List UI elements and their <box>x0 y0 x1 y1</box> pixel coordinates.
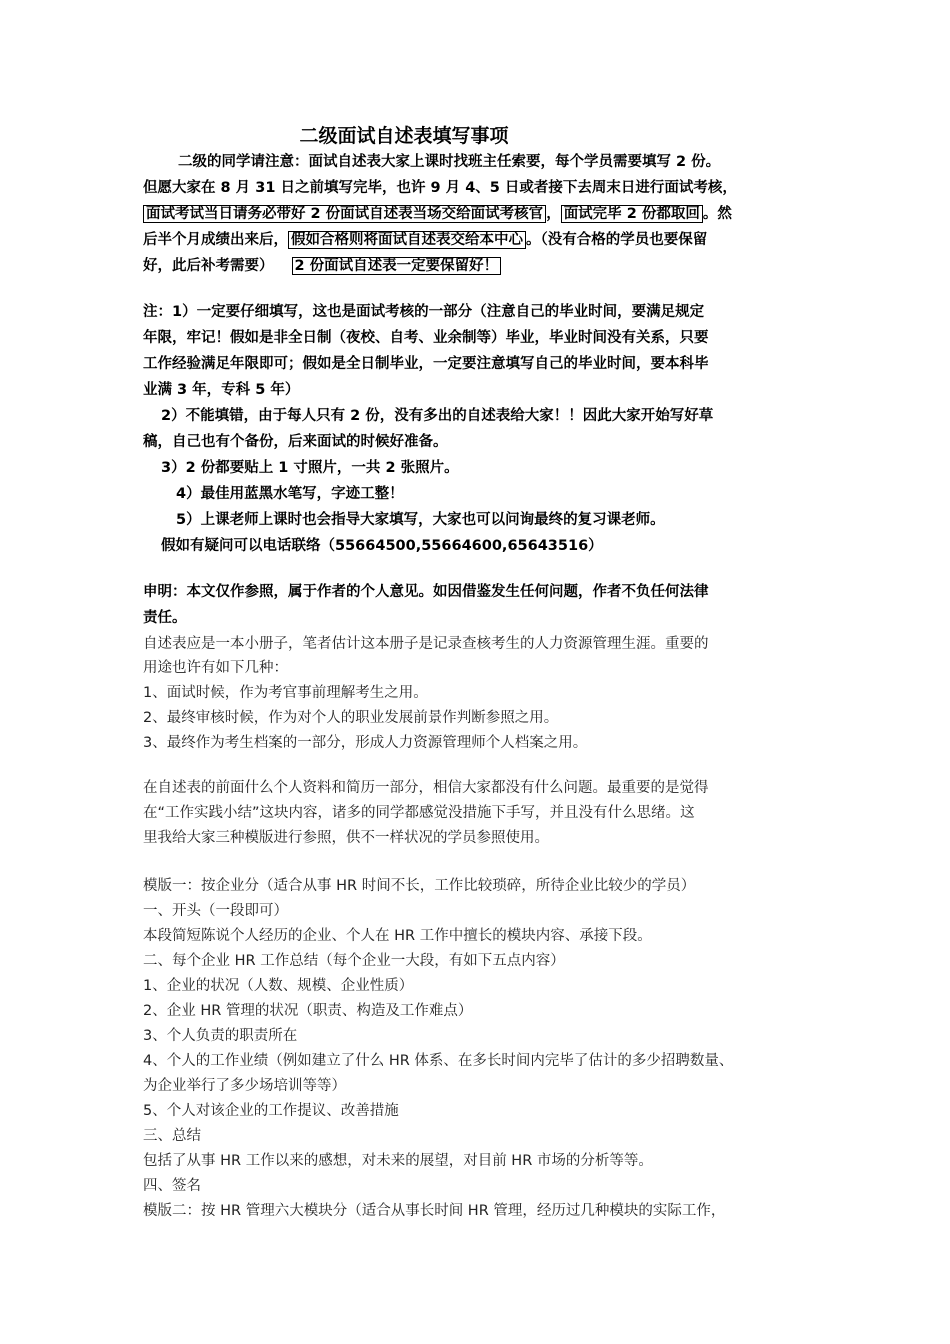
highlight-box: 2 份面试自述表一定要保留好！ <box>292 257 502 275</box>
note-4: 4）最佳用蓝黑水笔写，字迹工整！ <box>176 486 404 502</box>
note-1-line-3: 工作经验满足年限即可；假如是全日制毕业，一定要注意填写自己的毕业时间，要本科毕 <box>143 356 709 372</box>
section-3-heading: 三、总结 <box>143 1128 201 1144</box>
template-1-heading: 模版一：按企业分（适合从事 HR 时间不长，工作比较琐碎，所待企业比较少的学员） <box>143 878 696 894</box>
highlight-box: 面试完毕 2 份都取回 <box>561 205 703 223</box>
note-1-line-2: 年限，牢记！假如是非全日制（夜校、自考、业余制等）毕业，毕业时间没有关系，只要 <box>143 330 709 346</box>
intro-head: 后半个月成绩出来后， <box>143 232 288 248</box>
section-1-text: 本段简短陈说个人经历的企业、个人在 HR 工作中擅长的模块内容、承接下段。 <box>143 928 652 944</box>
disclaimer-line-1: 申明：本文仅作参照，属于作者的个人意见。如因借鉴发生任何问题，作者不负任何法律 <box>143 584 709 600</box>
list-item: 为企业举行了多少场培训等等） <box>143 1078 346 1094</box>
note-1-line-1: 注：1）一定要仔细填写，这也是面试考核的一部分（注意自己的毕业时间，要满足规定 <box>143 304 705 320</box>
section-3-text: 包括了从事 HR 工作以来的感想，对未来的展望，对目前 HR 市场的分析等等。 <box>143 1153 653 1169</box>
intro-line-1: 二级的同学请注意：面试自述表大家上课时找班主任索要，每个学员需要填写 2 份。 <box>178 154 721 170</box>
usage-item-2: 2、最终审核时候，作为对个人的职业发展前景作判断参照之用。 <box>143 710 559 726</box>
list-item: 3、个人负责的职责所在 <box>143 1028 298 1044</box>
intro-line-2: 但愿大家在 8 月 31 日之前填写完毕，也许 9 月 4、5 日或者接下去周末日进行面试考核， <box>143 180 737 196</box>
body-para-2-line-2: 在“工作实践小结”这块内容，诸多的同学都感觉没措施下手写，并且没有什么思绪。这 <box>143 805 695 821</box>
usage-item-3: 3、最终作为考生档案的一部分，形成人力资源管理师个人档案之用。 <box>143 735 588 751</box>
contact-info: 假如有疑问可以电话联络（55664500,55664600,65643516） <box>161 538 603 554</box>
page-title: 二级面试自述表填写事项 <box>299 125 509 147</box>
intro-head: 好，此后补考需要） <box>143 258 274 274</box>
section-2-heading: 二、每个企业 HR 工作总结（每个企业一大段，有如下五点内容） <box>143 953 565 969</box>
intro-tail: 。（没有合格的学员也要保留 <box>526 232 708 248</box>
disclaimer-line-2: 责任。 <box>143 610 187 626</box>
intro-tail: 。然 <box>702 206 732 222</box>
highlight-box: 假如合格则将面试自述表交给本中心 <box>288 231 526 249</box>
template-2-heading: 模版二：按 HR 管理六大模块分（适合从事长时间 HR 管理，经历过几种模块的实际工作， <box>143 1203 726 1219</box>
body-para-2-line-1: 在自述表的前面什么个人资料和简历一部分，相信大家都没有什么问题。最重要的是觉得 <box>143 780 709 796</box>
note-2-line-1: 2）不能填错，由于每人只有 2 份，没有多出的自述表给大家！！因此大家开始写好草 <box>161 408 714 424</box>
intro-line-5 <box>143 254 501 278</box>
highlight-box: 面试考试当日请务必带好 2 份面试自述表当场交给面试考核官 <box>143 205 546 223</box>
section-4-heading: 四、签名 <box>143 1178 201 1194</box>
list-item: 4、个人的工作业绩（例如建立了什么 HR 体系、在多长时间内完毕了估计的多少招聘数量、 <box>143 1053 734 1069</box>
note-1-line-4: 业满 3 年，专科 5 年） <box>143 382 300 398</box>
usage-item-1: 1、面试时候，作为考官事前理解考生之用。 <box>143 685 428 701</box>
body-para-1-line-2: 用途也许有如下几种： <box>143 660 288 676</box>
list-item: 2、企业 HR 管理的状况（职责、构造及工作难点） <box>143 1003 473 1019</box>
body-para-1-line-1: 自述表应是一本小册子，笔者估计这本册子是记录查核考生的人力资源管理生涯。重要的 <box>143 636 709 652</box>
list-item: 5、个人对该企业的工作提议、改善措施 <box>143 1103 399 1119</box>
intro-line-3 <box>143 202 732 226</box>
intro-separator: ， <box>546 206 561 222</box>
note-2-line-2: 稿，自己也有个备份，后来面试的时候好准备。 <box>143 434 448 450</box>
note-5: 5）上课老师上课时也会指导大家填写，大家也可以问询最终的复习课老师。 <box>176 512 665 528</box>
section-1-heading: 一、开头（一段即可） <box>143 903 288 919</box>
list-item: 1、企业的状况（人数、规模、企业性质） <box>143 978 414 994</box>
body-para-2-line-3: 里我给大家三种模版进行参照，供不一样状况的学员参照使用。 <box>143 830 549 846</box>
intro-line-4 <box>143 228 707 252</box>
note-3: 3）2 份都要贴上 1 寸照片，一共 2 张照片。 <box>161 460 459 476</box>
